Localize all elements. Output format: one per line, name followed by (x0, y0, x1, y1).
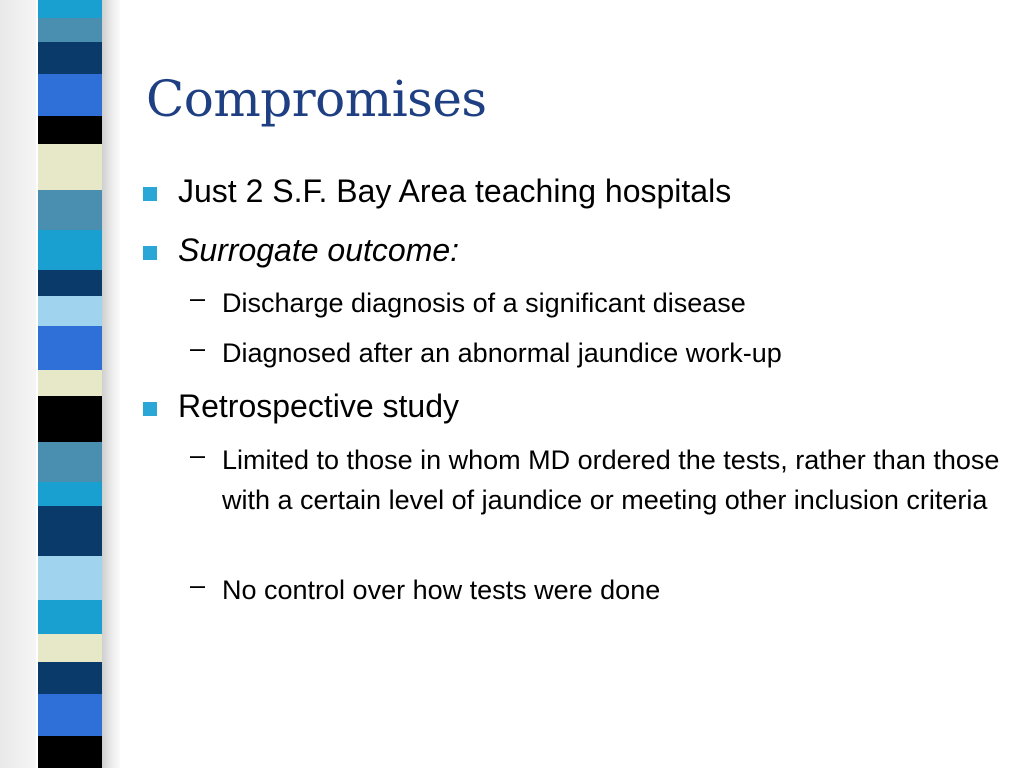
stripe-segment (38, 506, 102, 556)
stripe-segment (38, 736, 102, 768)
dash-marker: – (190, 440, 206, 470)
square-bullet-icon (143, 246, 157, 260)
dash-marker: – (190, 283, 206, 313)
square-bullet-icon (143, 187, 157, 201)
stripe-segment (38, 296, 102, 326)
stripe-segment (38, 230, 102, 270)
stripe-segment (38, 662, 102, 694)
dash-marker: – (190, 570, 206, 600)
stripe-segment (38, 694, 102, 736)
stripe-segment (38, 396, 102, 442)
decorative-stripe (38, 0, 102, 768)
stripe-segment (38, 190, 102, 230)
bullet-text: Just 2 S.F. Bay Area teaching hospitals (178, 173, 732, 209)
square-bullet-icon (143, 402, 157, 416)
sub-bullet-text: Discharge diagnosis of a significant disease (222, 288, 746, 318)
sub-bullet-text: Diagnosed after an abnormal jaundice work-up (222, 338, 782, 368)
stripe-segment (38, 0, 102, 18)
stripe-segment (38, 144, 102, 190)
stripe-segment (38, 370, 102, 396)
stripe-segment (38, 482, 102, 506)
stripe-segment (38, 74, 102, 116)
stripe-segment (38, 556, 102, 600)
sub-bullet-text: No control over how tests were done (222, 575, 661, 605)
bullet-text: Retrospective study (178, 388, 460, 424)
stripe-segment (38, 42, 102, 74)
slide-title: Compromises (146, 70, 487, 128)
stripe-segment (38, 326, 102, 370)
dash-marker: – (190, 333, 206, 363)
bullet-text: Surrogate outcome: (178, 232, 460, 268)
sub-bullet-text: Limited to those in whom MD ordered the tests, rather than those with a certain level of jaundice or meeting other inclusion criteria (222, 445, 1000, 515)
stripe-segment (38, 600, 102, 634)
stripe-segment (38, 634, 102, 662)
stripe-segment (38, 270, 102, 296)
stripe-segment (38, 18, 102, 42)
stripe-segment (38, 116, 102, 144)
stripe-segment (38, 442, 102, 482)
